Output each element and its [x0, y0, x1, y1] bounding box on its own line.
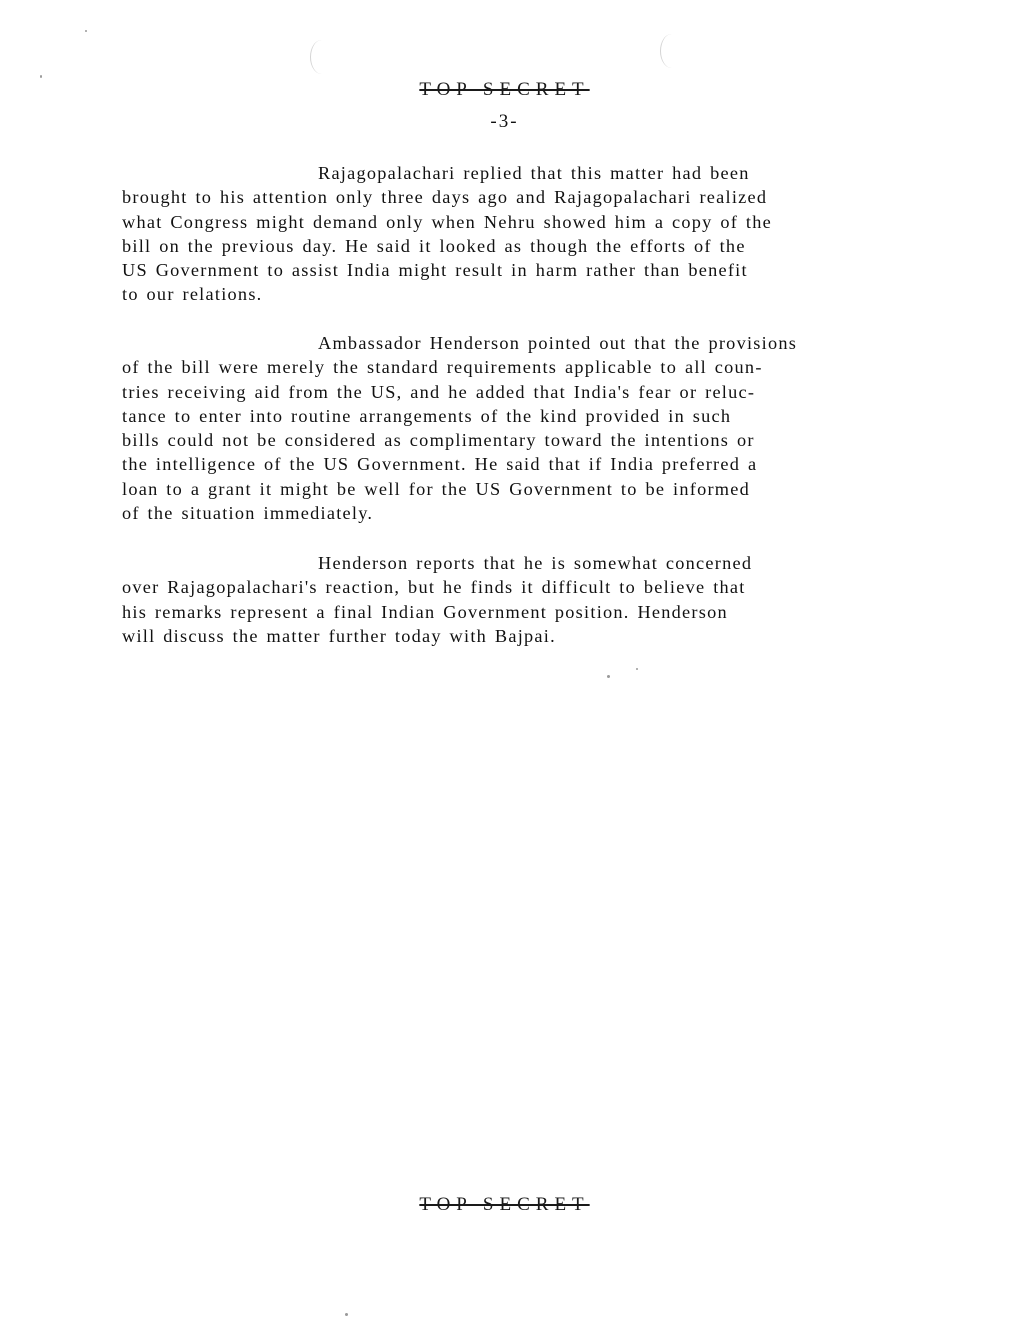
paragraph-line: will discuss the matter further today with Bajpai.	[122, 625, 556, 646]
paragraph-line: Henderson reports that he is somewhat concerned	[318, 553, 753, 573]
paragraph-line: Ambassador Henderson pointed out that the provisions	[318, 333, 798, 353]
scan-speck	[85, 30, 87, 32]
classification-header: TOP SECRET	[419, 79, 590, 100]
scan-speck	[636, 668, 638, 670]
classification-footer: TOP SECRET	[419, 1194, 590, 1215]
scan-speck	[607, 675, 610, 678]
punch-hole-left-mark	[310, 40, 333, 74]
paragraph-line: his remarks represent a final Indian Government position. Henderson	[122, 601, 728, 622]
punch-hole-right-mark	[660, 34, 683, 68]
paragraph-line: US Government to assist India might result in harm rather than benefit	[122, 260, 748, 281]
paragraph-line: brought to his attention only three days ago and Rajagopalachari realized	[122, 187, 768, 208]
paragraph-line: over Rajagopalachari's reaction, but he finds it difficult to believe that	[122, 577, 746, 598]
paragraph-line: bills could not be considered as complimentary toward the intentions or	[122, 430, 755, 451]
paragraph-2	[122, 331, 922, 525]
scan-speck	[345, 1313, 348, 1316]
paragraph-line: what Congress might demand only when Nehru showed him a copy of the	[122, 211, 772, 232]
paragraph-line: tries receiving aid from the US, and he added that India's fear or reluc-	[122, 381, 756, 402]
paragraph-line: loan to a grant it might be well for the US Government to be informed	[122, 478, 751, 499]
paragraph-3	[122, 551, 922, 648]
paragraph-line: of the situation immediately.	[122, 503, 374, 524]
paragraph-line: bill on the previous day. He said it looked as though the efforts of the	[122, 235, 746, 256]
paragraph-line: the intelligence of the US Government. He said that if India preferred a	[122, 454, 758, 475]
scan-speck	[40, 75, 42, 78]
paragraph-1	[122, 161, 922, 307]
paragraph-line: of the bill were merely the standard requirements applicable to all coun-	[122, 357, 763, 378]
paragraph-line: tance to enter into routine arrangements of the kind provided in such	[122, 405, 732, 426]
paragraph-line: to our relations.	[122, 284, 263, 305]
page-number: -3-	[490, 111, 519, 132]
paragraph-line: Rajagopalachari replied that this matter had been	[318, 163, 750, 183]
